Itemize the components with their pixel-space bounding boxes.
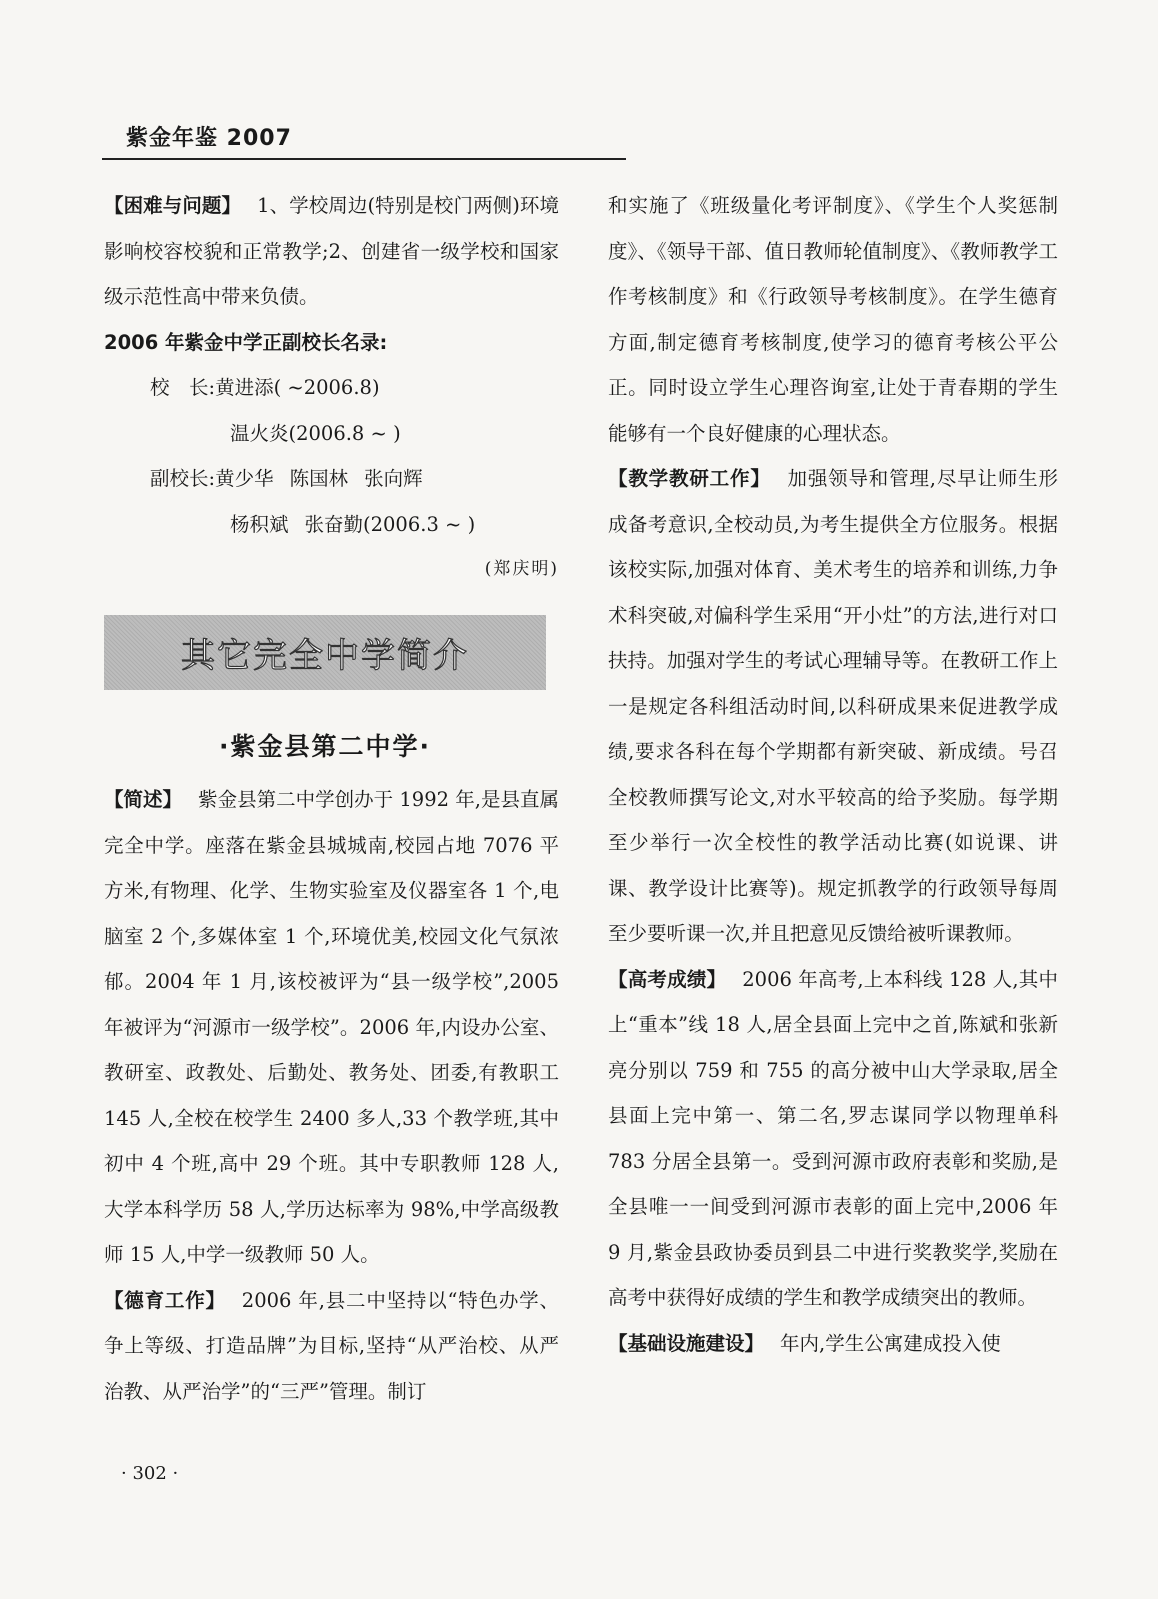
page-number: · 302 ·: [121, 1463, 179, 1484]
left-column: [104, 183, 559, 593]
section-banner-title: 其它完全中学简介: [181, 636, 469, 676]
principal-line-2: 温火炎(2006.8 ~ ): [230, 421, 401, 445]
infra-text: 年内,学生公寓建成投入使: [780, 1331, 1001, 1355]
difficulties-text: 1、学校周边(特别是校门两侧)环境影响校容校貌和正常教学;2、创建省一级学校和国家级示范性高中带来负债。: [104, 194, 559, 308]
vice-principal-2: 陈国林: [289, 467, 349, 490]
teaching-text: 加强领导和管理,尽早让师生形成备考意识,全校动员,为考生提供全方位服务。根据该校实际,加强对体育、美术考生的培养和训练,力争术科突破,对偏科学生采用“开小灶”的方法,进行对口扶持。加强对学生的考试心理辅导等。在教研工作上一是规定各科组活动时间,以科研成果来促进教学成绩,要求各科在每个学期都有新突破、新成绩。号召全校教师撰写论文,对水平较高的给予奖励。每学期至少举行一次全校性的教学活动比赛(如说课、讲课、教学设计比赛等)。规定抓教学的行政领导每周至少要听课一次,并且把意见反馈给被听课教师。: [608, 467, 1058, 945]
moral-continued: 和实施了《班级量化考评制度》、《学生个人奖惩制度》、《领导干部、值日教师轮值制度》、《教师教学工作考核制度》和《行政领导考核制度》。在学生德育方面,制定德育考核制度,使学习的德育考核公平公正。同时设立学生心理咨询室,让处于青春期的学生能够有一个良好健康的心理状态。: [608, 194, 1058, 445]
summary-tag: 【简述】: [104, 788, 183, 811]
running-header: 紫金年鉴 2007: [126, 126, 292, 151]
exam-paragraph: [608, 957, 1058, 1321]
difficulties-tag: 【困难与问题】: [104, 194, 242, 217]
moral-tag: 【德育工作】: [104, 1288, 226, 1312]
teaching-tag: 【教学教研工作】: [608, 467, 771, 490]
moral-text: 2006 年,县二中坚持以“特色办学、争上等级、打造品牌”为目标,坚持“从严治校、从严治教、从严治学”的“三严”管理。制订: [104, 1288, 559, 1403]
vice-principal-4: 杨积斌: [230, 512, 289, 536]
vice-principal-3: 张向辉: [364, 467, 423, 490]
summary-text: 紫金县第二中学创办于 1992 年,是县直属完全中学。座落在紫金县城城南,校园占地 7076 平方米,有物理、化学、生物实验室及仪器室各 1 个,电脑室 2 个,多媒体室 1 个,环境优美,校园文化气氛浓郁。2004 年 1 月,该校被评为“县一级学校”,2005 年被评为“河源市一级学校”。2006 年,内设办公室、教研室、政教处、后勤处、教务处、团委,有教职工 145 人,全校在校学生 2400 多人,33 个教学班,其中初中 4 个班,高中 29 个班。其中专职教师 128 人,大学本科学历 58 人,学历达标率为 98%,中学高级教师 15 人,中学一级教师 50 人。: [104, 788, 559, 1266]
left-column-lower: [104, 777, 559, 1414]
vice-principal-line-2: [104, 502, 559, 548]
moral-paragraph: [104, 1278, 559, 1415]
leaders-heading: 2006 年紫金中学正副校长名录:: [104, 330, 388, 354]
difficulties-paragraph: [104, 183, 559, 320]
school-title: ·紫金县第二中学·: [219, 732, 431, 761]
summary-paragraph: [104, 777, 559, 1278]
exam-tag: 【高考成绩】: [608, 967, 727, 991]
exam-text: 2006 年高考,上本科线 128 人,其中上“重本”线 18 人,居全县面上完中之首,陈斌和张新亮分别以 759 和 755 的高分被中山大学录取,居全县面上完中第一、第二名,罗志谋同学以物理单科 783 分居全县第一。受到河源市政府表彰和奖励,是全县唯一一间受到河源市表彰的面上完中,2006 年 9 月,紫金县政协委员到县二中进行奖教奖学,奖励在高考中获得好成绩的学生和教学成绩突出的教师。: [608, 967, 1058, 1309]
infra-tag: 【基础设施建设】: [608, 1331, 765, 1355]
vice-principal-5: 张奋勤(2006.3 ~ ): [304, 512, 476, 536]
teaching-paragraph: [608, 456, 1058, 957]
author-credit: (郑庆明): [484, 559, 559, 579]
vice-principal-line-1: [104, 456, 559, 502]
header-rule: [102, 158, 626, 160]
infra-paragraph: [608, 1321, 1058, 1367]
right-column: [608, 183, 1058, 1366]
section-banner: [104, 615, 546, 690]
principal-line-1: 校 长:黄进添( ~2006.8): [150, 376, 380, 399]
vice-principal-1: 副校长:黄少华: [150, 467, 274, 490]
